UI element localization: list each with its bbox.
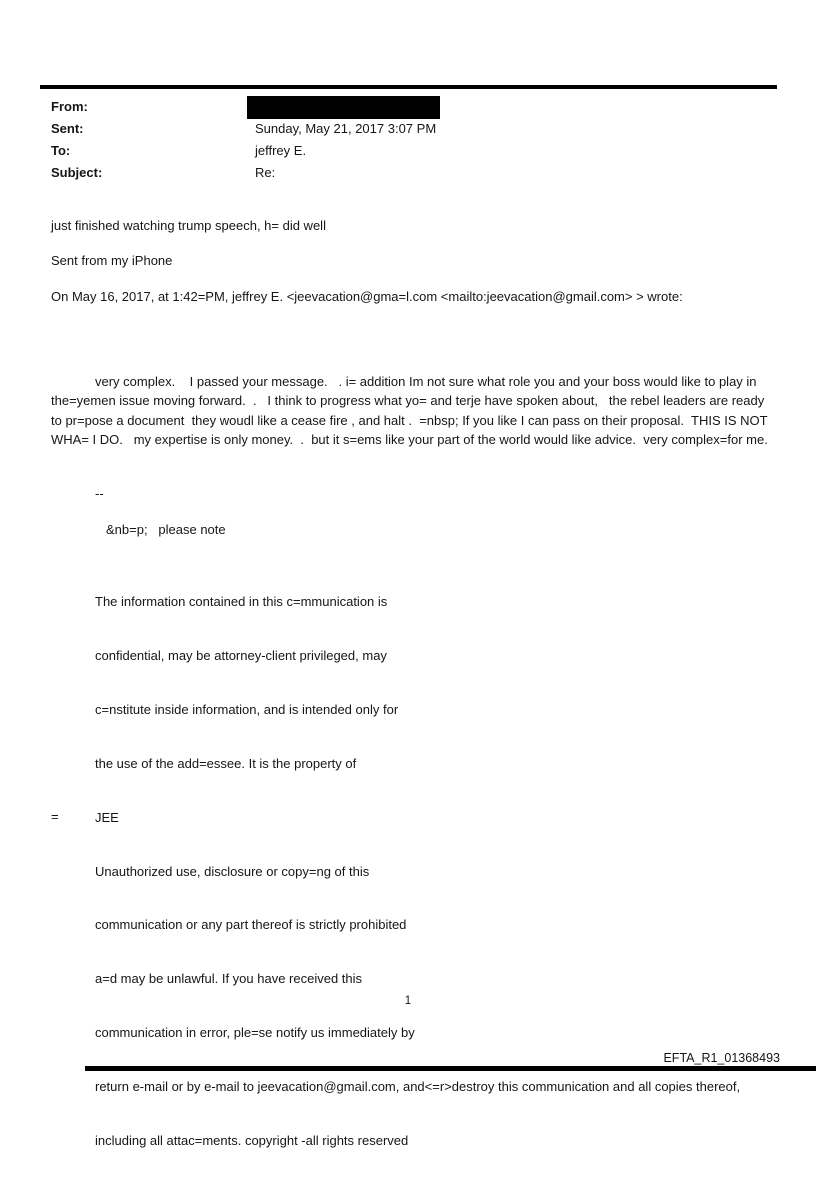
subject-label: Subject: (51, 165, 103, 180)
subject-value: Re: (255, 165, 276, 180)
to-value: jeffrey E. (255, 143, 307, 158)
bottom-divider (85, 1066, 816, 1071)
signature-separator: -- (95, 486, 104, 501)
bates-number: EFTA_R1_01368493 (663, 1051, 780, 1065)
disclaimer-line: c=nstitute inside information, and is intended only for (95, 701, 399, 717)
disclaimer-line: return e-mail or by e-mail to jeevacation@gmail.com, and<=r>destroy this communication and all copies thereof, (95, 1079, 741, 1095)
top-divider (40, 85, 777, 89)
body-first-line: just finished watching trump speech, h= did well (51, 218, 326, 233)
legal-disclaimer (51, 557, 769, 1186)
quoted-paragraph: very complex. I passed your message. . i= addition Im not sure what role you and your boss would like to play in the=yemen issue moving forward. . I think to progress what yo= and terje have spoken about, the rebel leaders are ready to pr=pose a document they woudl like a cease fire , and halt . =nbsp; If you like I can pass on their proposal. THIS IS NOT WHA= I DO. my expertise is only money. . but it s=ems like your part of the world would like advice. very complex=for me. (51, 374, 771, 447)
redaction-box (247, 96, 440, 119)
sent-label: Sent: (51, 121, 84, 136)
header-row-sent (51, 120, 767, 142)
disclaimer-line: The information contained in this c=mmunication is (95, 594, 388, 609)
email-header (51, 98, 767, 186)
to-label: To: (51, 143, 71, 158)
trailing-equals: = (51, 809, 59, 824)
disclaimer-line: the use of the add=essee. It is the property of (95, 755, 357, 771)
page-number: 1 (404, 995, 412, 1007)
disclaimer-line: communication in error, ple=se notify us immediately by (95, 1025, 415, 1041)
header-row-to (51, 142, 767, 164)
disclaimer-line: JEE (95, 809, 119, 825)
sent-value: Sunday, May 21, 2017 3:07 PM (255, 121, 437, 136)
disclaimer-line: including all attac=ments. copyright -all rights reserved (95, 1133, 409, 1149)
disclaimer-line: communication or any part thereof is strictly prohibited (95, 917, 407, 933)
disclaimer-line: Unauthorized use, disclosure or copy=ng of this (95, 863, 370, 879)
sent-from-iphone: Sent from my iPhone (51, 253, 173, 268)
header-row-subject (51, 164, 767, 186)
header-row-from (51, 98, 767, 120)
quote-attribution-line: On May 16, 2017, at 1:42=PM, jeffrey E. <jeevacation@gma=l.com <mailto:jeevacation@gmail.com> > wrote: (51, 289, 683, 304)
from-label: From: (51, 99, 88, 114)
please-note-line: &nb=p; please note (106, 522, 226, 537)
disclaimer-line: a=d may be unlawful. If you have received this (95, 971, 363, 987)
disclaimer-line: confidential, may be attorney-client privileged, may (95, 647, 387, 663)
